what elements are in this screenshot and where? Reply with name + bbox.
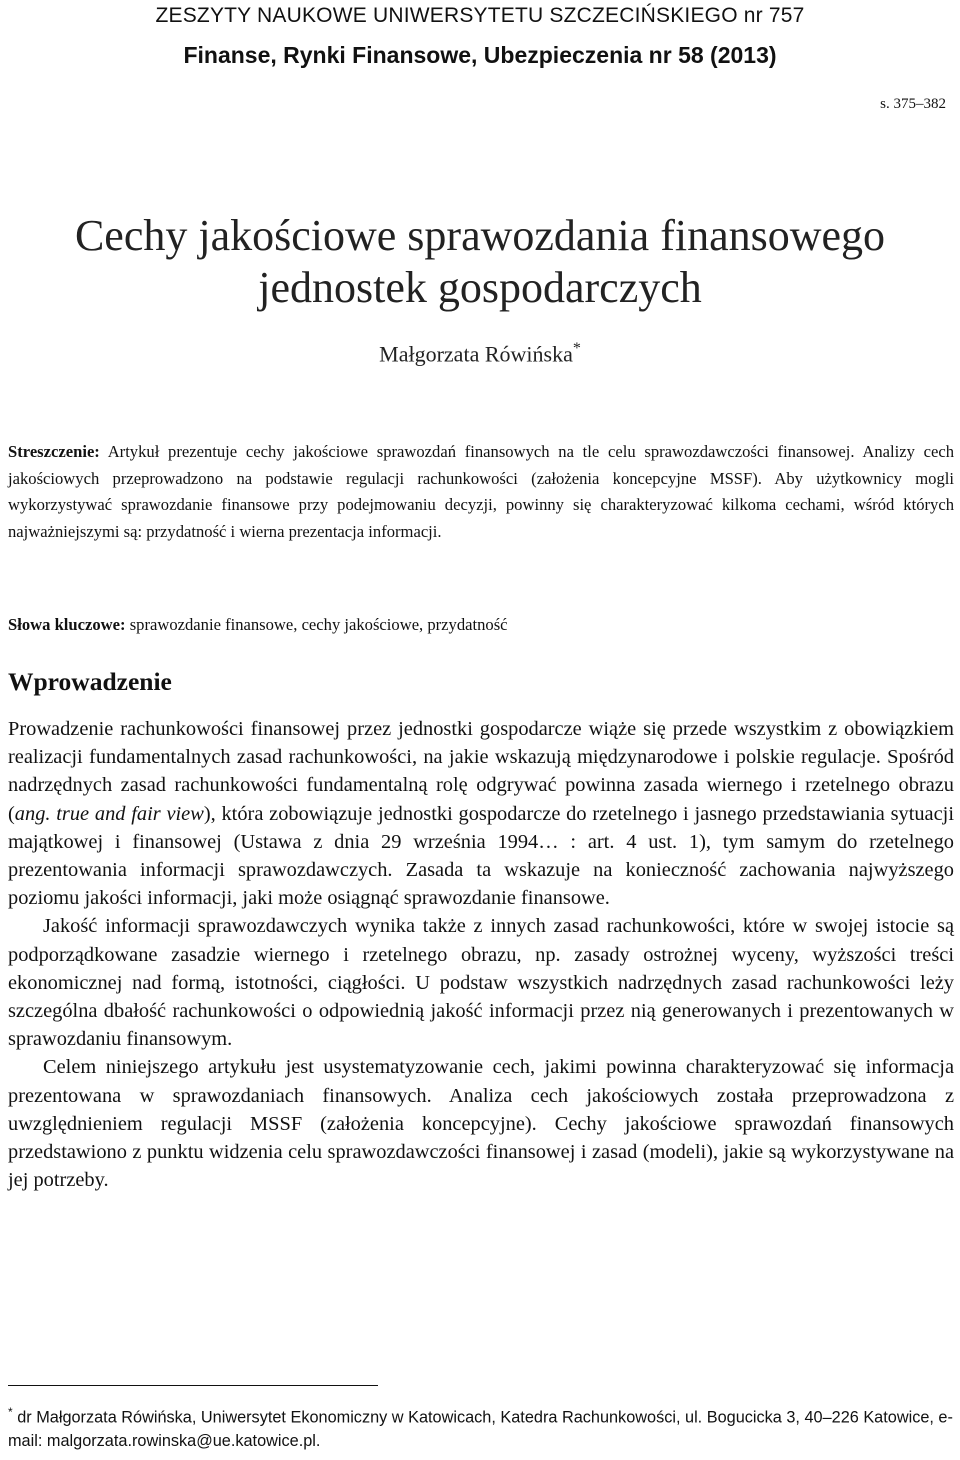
keywords-label: Słowa kluczowe: — [8, 615, 126, 634]
journal-series: Finanse, Rynki Finansowe, Ubezpieczenia nr 58 (2013) — [183, 42, 777, 68]
keywords — [8, 612, 954, 639]
paragraph-1-part-a: Prowadzenie rachunkowości finansowej przez jednostki gospodarcze wiąże się przede wszystkim z obowiązkiem realizacji fundamentalnych zasad rachunkowości, na jakie wskazują międzynarodowe i polskie regulacje. Spośród nadrzędnych zasad rachunkowości fundamentalną rolę odgrywać powinna zasada wiernego i rzetelnego obrazu ( — [8, 718, 954, 825]
abstract-text: Artykuł prezentuje cechy jakościowe sprawozdań finansowych na tle celu sprawozdawczości finansowej. Analizy cech jakościowych przeprowadzono na podstawie regulacji rachunkowości (założenia koncepcyjne MSSF). Aby użytkownicy mogli wykorzystywać sprawozdanie finansowe przy podejmowaniu decyzji, powinny się charakteryzować kilkoma cechami, wśród których najważniejszymi są: przydatność i wierna prezentacja informacji. — [8, 442, 955, 541]
journal-title: ZESZYTY NAUKOWE UNIWERSYTETU SZCZECIŃSKIEGO nr 757 — [155, 4, 805, 27]
abstract — [8, 439, 954, 545]
footnote-divider — [8, 1385, 378, 1386]
footnote — [8, 1400, 954, 1453]
body-text — [8, 715, 954, 1194]
section-heading: Wprowadzenie — [8, 667, 172, 696]
page-range: s. 375–382 — [880, 96, 946, 112]
keywords-text: sprawozdanie finansowe, cechy jakościowe, przydatność — [129, 615, 508, 634]
paragraph-2: Jakość informacji sprawozdawczych wynika także z innych zasad rachunkowości, które w swojej istocie są podporządkowane zasadzie wiernego i rzetelnego obrazu, np. zasady ostrożnej wyceny, wyższości treści ekonomicznej nad formą, istotności, ciągłości. U podstaw wszystkich nadrzędnych zasad rachunkowości leży szczególna dbałość rachunkowości o odpowiednią jakość informacji przez nią generowanych i prezentowanych w sprawozdaniu finansowym. — [8, 915, 954, 1051]
paragraph-3: Celem niniejszego artykułu jest usystematyzowanie cech, jakimi powinna charakteryzować się informacja prezentowana w sprawozdaniach finansowych. Analiza cech jakościowych została przeprowadzona z uwzględnieniem regulacji MSSF (założenia koncepcyjne). Cechy jakościowe sprawozdań finansowych przedstawiono z punktu widzenia celu sprawozdawczości finansowej i zasad (modeli), jakie są wykorzystywane na jej potrzeby. — [8, 1056, 954, 1192]
paragraph-1-part-b: ), która zobowiązuje jednostki gospodarcze do rzetelnego i jasnego przedstawiania sytuacji majątkowej i finansowej (Ustawa z dnia 29 września 1994… : art. 4 ust. 1), tym samym do rzetelnego prezentowania informacji sprawozdawczych. Zasada ta wskazuje na konieczność zachowania najwyższego poziomu jakości informacji, jaki może osiągnąć sprawozdanie finansowe. — [8, 802, 954, 910]
paragraph-1 — [8, 715, 954, 912]
author — [0, 340, 960, 367]
article-title-line1: Cechy jakościowe sprawozdania finansowego — [74, 211, 886, 260]
paragraph-1-italic: ang. true and fair view — [14, 802, 204, 825]
author-name: Małgorzata Rówińska — [379, 341, 573, 367]
footnote-mark: * — [8, 1405, 13, 1419]
abstract-label: Streszczenie: — [8, 442, 100, 461]
author-footnote-mark: * — [572, 340, 581, 357]
article-title — [0, 210, 960, 314]
footnote-text: dr Małgorzata Rówińska, Uniwersytet Ekonomiczny w Katowicach, Katedra Rachunkowości, ul. Bogucicka 3, 40–226 Katowice, e-mail: malgorzata.rowinska@ue.katowice.pl. — [8, 1408, 953, 1451]
article-title-line2: jednostek gospodarczych — [258, 263, 702, 312]
